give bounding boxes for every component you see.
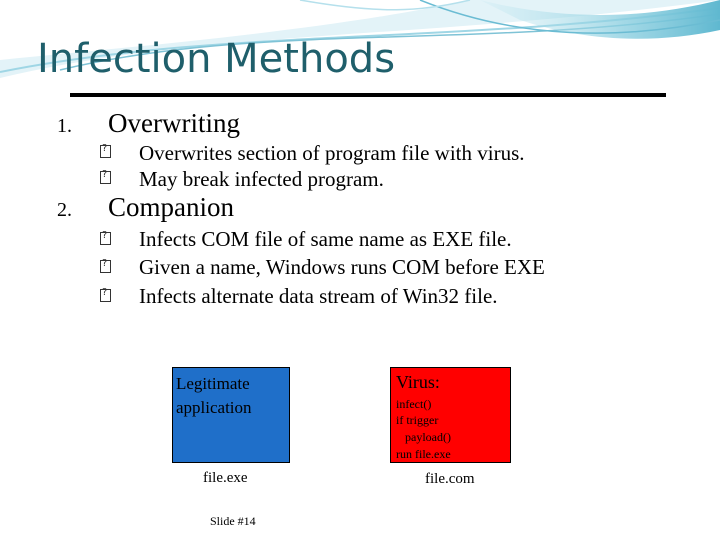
bullet-icon <box>100 145 111 158</box>
legitimate-application-label: Legitimate application <box>176 374 252 417</box>
bullet-icon <box>100 171 111 184</box>
bullet-icon <box>100 260 111 273</box>
item-number: 2. <box>57 199 72 221</box>
bullet-icon <box>100 232 111 245</box>
virus-code-line: if trigger <box>396 413 439 427</box>
item-heading-companion: Companion <box>108 192 234 222</box>
legit-file-caption: file.exe <box>203 470 248 486</box>
virus-file-caption: file.com <box>425 471 475 487</box>
bullet-text: Overwrites section of program file with virus. <box>139 141 525 165</box>
bullet-text: Infects alternate data stream of Win32 file. <box>139 284 498 308</box>
bullet-text: Given a name, Windows runs COM before EXE <box>139 255 545 279</box>
item-heading-overwriting: Overwriting <box>108 108 240 138</box>
virus-code-line: infect() <box>396 397 432 411</box>
virus-label: Virus: <box>396 372 440 392</box>
item-number: 1. <box>57 115 72 137</box>
bullet-text: May break infected program. <box>139 167 384 191</box>
bullet-text: Infects COM file of same name as EXE file. <box>139 227 512 251</box>
legitimate-application-box <box>172 367 290 463</box>
bullet-icon <box>100 289 111 302</box>
virus-code-line: run file.exe <box>396 447 451 461</box>
title-underline <box>70 93 666 97</box>
slide-number: Slide #14 <box>210 514 256 528</box>
virus-box <box>390 367 511 463</box>
slide-title: Infection Methods <box>37 36 396 82</box>
virus-code-line: payload() <box>396 430 451 444</box>
